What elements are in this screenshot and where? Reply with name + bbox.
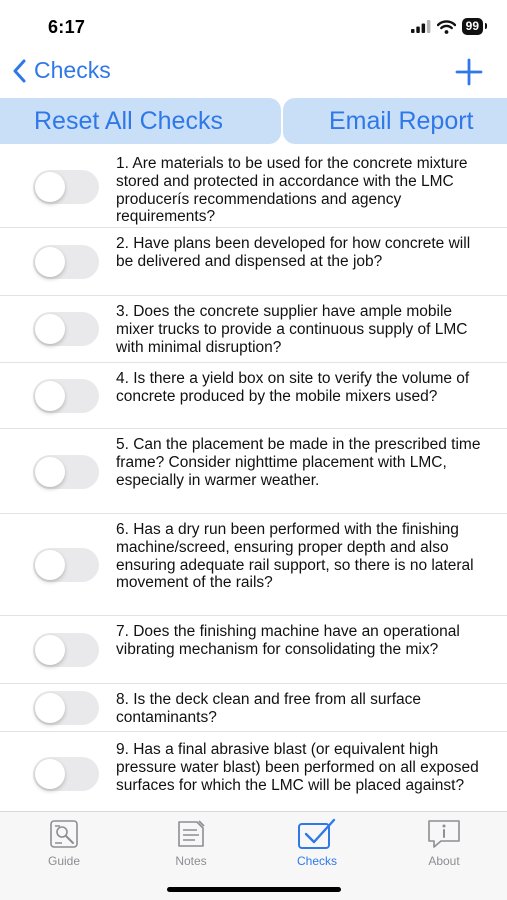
- check-item-6: [0, 514, 507, 616]
- check-text-6: 6. Has a dry run been performed with the finishing machine/screed, ensuring proper depth and also ensuring adequate rail support, so there is no lateral movement of the rails?: [116, 521, 474, 592]
- about-icon: [426, 818, 462, 850]
- check-item-7: [0, 616, 507, 684]
- toggle-knob: [35, 314, 65, 344]
- status-icons: [411, 18, 483, 35]
- check-item-4: [0, 363, 507, 429]
- tab-notes-label: Notes: [175, 854, 207, 868]
- tab-checks[interactable]: [262, 818, 372, 868]
- check-item-8: [0, 684, 507, 732]
- home-indicator: [167, 887, 341, 892]
- toggle-knob: [35, 247, 65, 277]
- tab-guide-label: Guide: [47, 854, 81, 868]
- status-bar: [0, 0, 507, 54]
- back-button[interactable]: [12, 57, 111, 84]
- battery-indicator: 99: [462, 18, 483, 35]
- action-buttons: [0, 98, 507, 144]
- plus-icon: [455, 58, 483, 86]
- add-button[interactable]: [455, 58, 483, 91]
- check-toggle-7[interactable]: [33, 633, 99, 667]
- reset-all-checks-button[interactable]: Reset All Checks: [0, 98, 281, 144]
- status-time: 6:17: [48, 17, 86, 37]
- check-text-3: 3. Does the concrete supplier have ample mobile mixer trucks to provide a continuous supply of LMC with minimal disruption?: [116, 303, 468, 356]
- tab-notes[interactable]: [136, 818, 246, 868]
- notes-icon: [175, 818, 207, 850]
- check-item-9: [0, 732, 507, 811]
- tab-about-label: About: [428, 854, 460, 868]
- toggle-knob: [35, 693, 65, 723]
- toggle-knob: [35, 759, 65, 789]
- check-toggle-2[interactable]: [33, 245, 99, 279]
- check-text-7: 7. Does the finishing machine have an operational vibrating mechanism for consolidating the mix?: [116, 623, 460, 658]
- chevron-left-icon: [12, 59, 26, 83]
- check-toggle-5[interactable]: [33, 455, 99, 489]
- tab-checks-label: Checks: [296, 854, 337, 868]
- tab-about[interactable]: [389, 818, 499, 868]
- toggle-knob: [35, 550, 65, 580]
- check-text-4: 4. Is there a yield box on site to verify the volume of concrete produced by the mobile mixers used?: [116, 370, 470, 405]
- checklist: [0, 148, 507, 811]
- check-item-2: [0, 228, 507, 296]
- check-text-2: 2. Have plans been developed for how concrete will be delivered and dispensed at the job?: [116, 235, 471, 270]
- toggle-knob: [35, 172, 65, 202]
- toggle-knob: [35, 457, 65, 487]
- check-text-5: 5. Can the placement be made in the prescribed time frame? Consider nighttime placement with LMC, especially in warmer weather.: [116, 436, 481, 489]
- tab-guide[interactable]: [9, 818, 119, 868]
- check-text-1: 1. Are materials to be used for the concrete mixture stored and protected in accordance with the LMC producerís recommendations and agency requirements?: [116, 155, 468, 226]
- check-toggle-3[interactable]: [33, 312, 99, 346]
- check-toggle-1[interactable]: [33, 170, 99, 204]
- check-item-5: [0, 429, 507, 514]
- guide-icon: [48, 818, 80, 850]
- check-item-1: [0, 148, 507, 228]
- check-toggle-8[interactable]: [33, 691, 99, 725]
- check-toggle-4[interactable]: [33, 379, 99, 413]
- back-button-label: Checks: [34, 57, 111, 83]
- check-text-8: 8. Is the deck clean and free from all surface contaminants?: [116, 691, 421, 726]
- toggle-knob: [35, 635, 65, 665]
- check-toggle-6[interactable]: [33, 548, 99, 582]
- cellular-signal-icon: [411, 20, 431, 33]
- check-item-3: [0, 296, 507, 363]
- wifi-icon: [437, 20, 456, 34]
- email-report-button[interactable]: Email Report: [283, 98, 507, 144]
- navigation-bar: [0, 54, 507, 94]
- toggle-knob: [35, 381, 65, 411]
- check-toggle-9[interactable]: [33, 757, 99, 791]
- check-text-9: 9. Has a final abrasive blast (or equivalent high pressure water blast) been performed on all exposed surfaces for which the LMC will be placed against?: [116, 741, 479, 794]
- checks-icon: [297, 818, 337, 850]
- tab-bar: [0, 811, 507, 900]
